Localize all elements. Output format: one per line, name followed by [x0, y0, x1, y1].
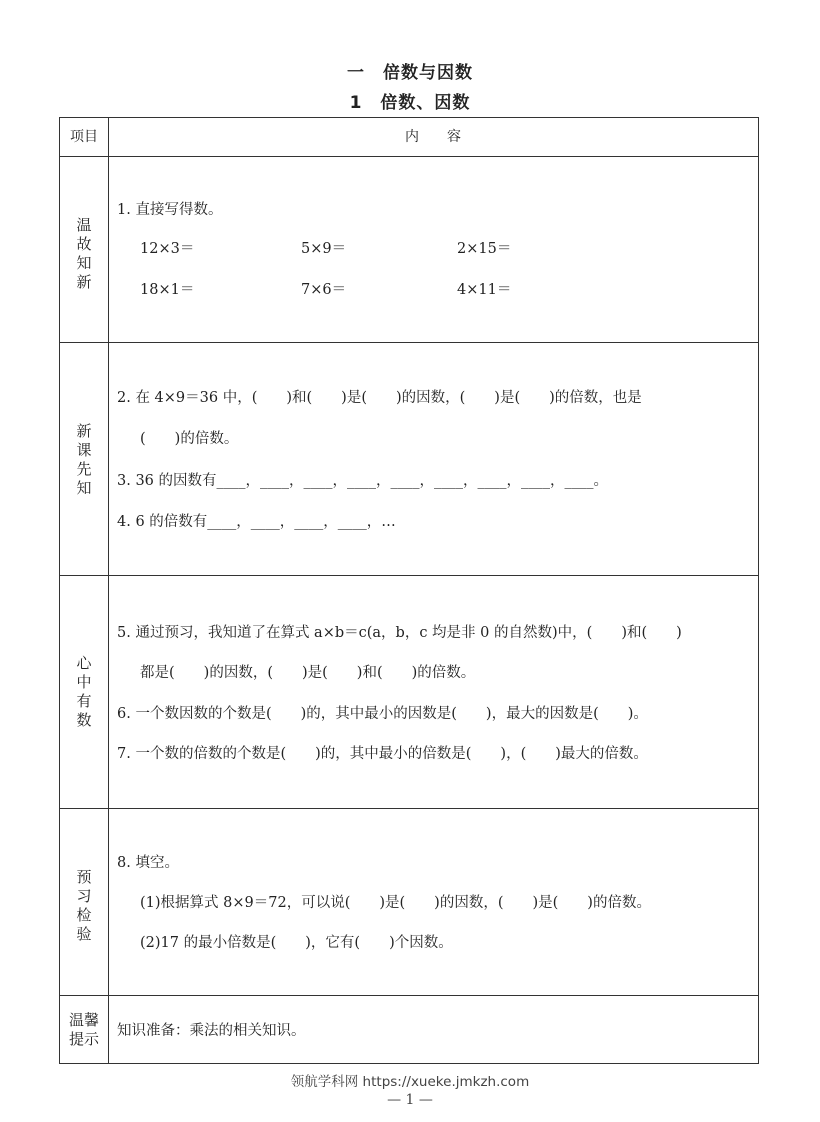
section-label-preview: 新课先知	[76, 422, 92, 497]
page-number: — 1 —	[387, 1092, 433, 1108]
row-divider	[60, 342, 758, 343]
question-8-part-1: (1)根据算式 8×9＝72，可以说( )是( )的因数，( )是( )的倍数。	[140, 895, 651, 911]
row-divider	[60, 156, 758, 157]
question-1: 1. 直接写得数。	[117, 202, 223, 218]
section-label-summary: 心中有数	[76, 654, 92, 729]
chapter-title: 一 倍数与因数	[347, 63, 473, 83]
section-label-review: 温故知新	[76, 216, 92, 291]
question-6: 6. 一个数因数的个数是( )的，其中最小的因数是( )，最大的因数是( )。	[117, 706, 648, 722]
row-divider	[60, 808, 758, 809]
row-divider	[60, 575, 758, 576]
calc-item: 7×6＝	[301, 282, 347, 298]
header-content: 内 容	[405, 129, 461, 145]
column-divider	[108, 118, 109, 1063]
question-4: 4. 6 的倍数有____，____，____，____，…	[117, 514, 396, 530]
question-7: 7. 一个数的倍数的个数是( )的，其中最小的倍数是( )，( )最大的倍数。	[117, 746, 648, 762]
calc-item: 12×3＝	[140, 241, 195, 257]
calc-item: 4×11＝	[457, 282, 512, 298]
tip-text: 知识准备：乘法的相关知识。	[117, 1023, 306, 1039]
header-item: 项目	[70, 129, 98, 145]
question-8-part-2: (2)17 的最小倍数是( )，它有( )个因数。	[140, 935, 453, 951]
calc-item: 18×1＝	[140, 282, 195, 298]
footer-site: 领航学科网 https://xueke.jmkzh.com	[290, 1074, 530, 1090]
question-5-line-2: 都是( )的因数，( )是( )和( )的倍数。	[140, 665, 476, 681]
question-8: 8. 填空。	[117, 855, 179, 871]
question-2-line-1: 2. 在 4×9＝36 中，( )和( )是( )的因数，( )是( )的倍数，也是	[117, 390, 642, 406]
lesson-title: 1 倍数、因数	[349, 93, 471, 113]
question-2-line-2: ( )的倍数。	[140, 431, 239, 447]
question-3: 3. 36 的因数有____，____，____，____，____，____，____，____，____。	[117, 473, 609, 489]
question-5-line-1: 5. 通过预习，我知道了在算式 a×b＝c(a，b，c 均是非 0 的自然数)中，( )和( )	[117, 625, 682, 641]
row-divider	[60, 995, 758, 996]
section-label-tip: 温馨提示	[68, 1011, 99, 1048]
section-label-check: 预习检验	[76, 868, 92, 943]
calc-item: 2×15＝	[457, 241, 512, 257]
worksheet-table	[59, 117, 759, 1064]
calc-item: 5×9＝	[301, 241, 347, 257]
